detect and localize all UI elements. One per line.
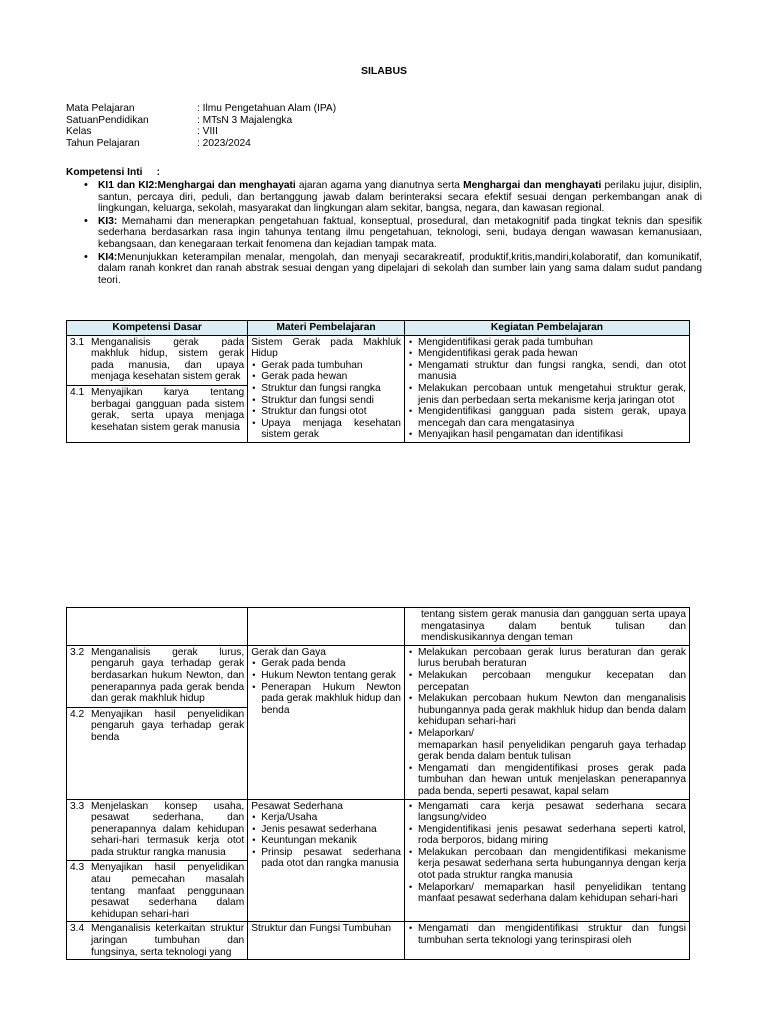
materi-list <box>251 360 401 441</box>
list-item: • Struktur dan fungsi rangka <box>251 383 401 395</box>
document-title: SILABUS <box>360 65 408 77</box>
kd-cell <box>67 645 248 799</box>
ki-item-4 <box>84 252 702 287</box>
kd-number: 4.2 <box>70 708 85 720</box>
kd-item <box>70 647 244 705</box>
list-item: • Mengidentifikasi gerak pada hewan <box>408 348 686 360</box>
materi-title: Struktur dan Fungsi Tumbuhan <box>251 923 392 935</box>
kd-cell <box>67 799 248 922</box>
materi-cell <box>248 799 405 922</box>
header-materi: Materi Pembelajaran <box>248 321 405 336</box>
list-item: • Struktur dan fungsi otot <box>251 406 401 418</box>
list-item: • Melakukan percobaan mengukur kecepatan dan percepatan <box>408 670 686 693</box>
materi-title: Gerak dan Gaya <box>251 646 326 658</box>
kd-item <box>67 707 247 744</box>
list-item: • Struktur dan fungsi sendi <box>251 395 401 407</box>
list-item: • Gerak pada tumbuhan <box>251 360 401 372</box>
list-item: • Mengamati dan mengidentifikasi proses gerak pada tumbuhan dan hewan untuk menjelaskan penerapannya pada benda, seperti pesawat, kapal selam <box>408 763 686 798</box>
list-item: • Keuntungan mekanik <box>251 835 401 847</box>
table-row <box>67 922 690 960</box>
list-item: • Upaya menjaga kesehatan sistem gerak <box>251 418 401 441</box>
kd-item <box>67 385 247 433</box>
ki-text: Memahami dan menerapkan pengetahuan faktual, konseptual, prosedural, dan metakognitif pada tingkat teknis dan spesifik sederhana berdasarkan rasa ingin tahunya tentang ilmu pengetahuan, teknologi, seni, budaya dengan wawasan kemanusiaan, kebangsaan, dan kenegaraan terkait fenomena dan kejadian tampak mata. <box>98 215 702 250</box>
kd-number: 4.3 <box>70 862 85 874</box>
table-row <box>67 645 690 799</box>
table-row <box>67 335 690 442</box>
materi-list <box>251 658 401 716</box>
ki-text: perilaku jujur, disiplin, santun, percaya diri, peduli, dan bertanggung jawab dalam berinteraksi secara efektif sesuai dengan perkembangan anak di lingkungan, keluarga, sekolah, masyarakat dan lingkungan alam sekitar, bangsa, negara, dan kawasan regional. <box>98 180 702 215</box>
ki-lead: KI4: <box>98 251 118 263</box>
core-competence-heading: Kompetensi Inti : <box>66 167 160 178</box>
kd-item <box>67 860 247 920</box>
ki-lead: KI1 dan KI2:Menghargai dan menghayati <box>98 180 296 191</box>
materi-cell <box>248 335 405 442</box>
meta-label: SatuanPendidikan <box>66 114 149 126</box>
kd-cell <box>67 608 248 646</box>
ki-emphasis: Menghargai dan menghayati <box>463 180 602 191</box>
kd-number: 3.4 <box>70 923 85 935</box>
continuation-text: tentang sistem gerak manusia dan gangguan serta upaya mengatasinya dalam bentuk tulisan dan mendiskusikannya dengan teman <box>420 609 686 644</box>
kegiatan-cell <box>404 335 689 442</box>
list-item: • Melaporkan/ memaparkan hasil penyelidikan pengaruh gaya terhadap gerak benda dalam bentuk tulisan <box>408 728 686 763</box>
table-header-row <box>67 321 690 336</box>
ki-item-1 <box>84 180 702 215</box>
kd-text: Menjelaskan konsep usaha, pesawat sederhana, dan penerapannya dalam kehidupan sehari-hari termasuk kerja otot pada struktur rangka manusia <box>91 800 245 858</box>
meta-label: Mata Pelajaran <box>66 103 135 114</box>
meta-value: : Ilmu Pengetahuan Alam (IPA) <box>197 103 337 114</box>
materi-cell <box>248 645 405 799</box>
header-kompetensi-dasar: Kompetensi Dasar <box>67 321 248 336</box>
table-row <box>67 608 690 646</box>
list-item: • Melakukan percobaan untuk mengetahui struktur gerak, jenis dan perbedaan serta mekanisme kerja jaringan otot <box>408 383 686 406</box>
ki-item-3 <box>84 216 702 251</box>
kegiatan-cell <box>404 922 689 960</box>
core-competence-list <box>84 180 702 287</box>
kd-number: 3.2 <box>70 646 85 658</box>
kegiatan-list <box>408 923 686 946</box>
kd-cell <box>67 335 248 442</box>
list-item: • Hukum Newton tentang gerak <box>251 670 401 682</box>
kegiatan-list <box>408 647 686 798</box>
materi-cell <box>248 922 405 960</box>
meta-value: : 2023/2024 <box>197 137 251 149</box>
list-item: • Penerapan Hukum Newton pada gerak makhluk hidup dan benda <box>251 682 401 717</box>
syllabus-table-part-1 <box>66 320 690 443</box>
list-item: • Mengamati struktur dan fungsi rangka, sendi, dan otot manusia <box>408 360 686 383</box>
kd-item <box>70 801 244 859</box>
list-item: • Melakukan percobaan dan mengidentifikasi mekanisme kerja pesawat sederhana serta hubungannya dengan kerja otot pada struktur rangka manusia <box>408 847 686 882</box>
meta-label: Kelas <box>66 126 92 138</box>
kegiatan-cell <box>404 608 689 646</box>
kegiatan-list <box>408 337 686 441</box>
syllabus-table-part-2 <box>66 607 690 960</box>
list-item: • Melakukan percobaan gerak lurus beraturan dan gerak lurus berubah beraturan <box>408 647 686 670</box>
ki-text: ajaran agama yang dianutnya serta <box>295 180 464 191</box>
list-item: • Gerak pada hewan <box>251 371 401 383</box>
kegiatan-cell <box>404 799 689 922</box>
list-item: • Menyajikan hasil pengamatan dan identifikasi <box>408 429 686 441</box>
list-item: • Melakukan percobaan hukum Newton dan menganalisis hubungannya pada gerak makhluk hidup dan benda dalam kehidupan sehari-hari <box>408 693 686 728</box>
materi-cell <box>248 608 405 646</box>
list-item: • Gerak pada benda <box>251 658 401 670</box>
list-item: • Mengidentifikasi jenis pesawat sederhana seperti katrol, roda berporos, bidang miring <box>408 824 686 847</box>
list-item: • Jenis pesawat sederhana <box>251 824 401 836</box>
materi-title: Pesawat Sederhana <box>251 800 343 812</box>
meta-value: : MTsN 3 Majalengka <box>197 114 293 126</box>
list-item: • Mengidentifikasi gerak pada tumbuhan <box>408 337 686 349</box>
header-kegiatan: Kegiatan Pembelajaran <box>404 321 689 336</box>
kd-number: 3.3 <box>70 800 85 812</box>
meta-label: Tahun Pelajaran <box>66 137 140 149</box>
kd-cell <box>67 922 248 960</box>
table-row <box>67 799 690 922</box>
kegiatan-list <box>408 801 686 905</box>
kd-text: Menganalisis keterkaitan struktur jaringan tumbuhan dan fungsinya, serta teknologi yang <box>91 923 245 958</box>
list-item: • Kerja/Usaha <box>251 812 401 824</box>
kegiatan-cell <box>404 645 689 799</box>
kd-number: 4.1 <box>70 386 85 398</box>
list-item: • Mengamati cara kerja pesawat sederhana secara langsung/video <box>408 801 686 824</box>
list-item: • Mengamati dan mengidentifikasi struktur dan fungsi tumbuhan serta teknologi yang terinspirasi oleh <box>408 923 686 946</box>
list-item: • Mengidentifikasi gangguan pada sistem gerak, upaya mencegah dan cara mengatasinya <box>408 406 686 429</box>
kd-item <box>70 337 244 383</box>
ki-text: Menunjukkan keterampilan menalar, mengolah, dan menyaji secarakreatif, produktif,kritis,mandiri,kolaboratif, dan komunikatif, dalam ranah konkret dan ranah abstrak sesuai dengan yang dipelajari di sekolah dan sumber lain yang sama dalam sudut pandang teori. <box>98 251 702 286</box>
kd-item <box>70 923 244 958</box>
list-item: • Prinsip pesawat sederhana pada otot dan rangka manusia <box>251 847 401 870</box>
kd-text: Menganalisis gerak lurus, pengaruh gaya terhadap gerak berdasarkan hukum Newton, dan penerapannya pada gerak benda dan gerak makhluk hidup <box>91 646 245 705</box>
kd-number: 3.1 <box>70 336 85 348</box>
materi-title: Sistem Gerak pada Makhluk Hidup <box>251 336 401 360</box>
kd-text: Menyajikan hasil penyelidikan atau pemecahan masalah tentang manfaat penggunaan pesawat sederhana dalam kehidupan sehari-hari <box>91 862 245 920</box>
list-item: • Melaporkan/ memaparkan hasil penyelidikan tentang manfaat pesawat sederhana dalam kehidupan sehari-hari <box>408 882 686 905</box>
kd-text: Menganalisis gerak pada makhluk hidup, sistem gerak pada manusia, dan upaya menjaga kesehatan sistem gerak <box>91 336 245 383</box>
kd-text: Menyajikan karya tentang berbagai gangguan pada sistem gerak, serta upaya menjaga kesehatan sistem gerak manusia <box>91 386 245 433</box>
kd-text: Menyajikan hasil penyelidikan pengaruh gaya terhadap gerak benda <box>91 708 245 743</box>
ki-lead: KI3: <box>98 215 118 227</box>
meta-value: : VIII <box>197 126 218 138</box>
materi-list <box>251 812 401 870</box>
